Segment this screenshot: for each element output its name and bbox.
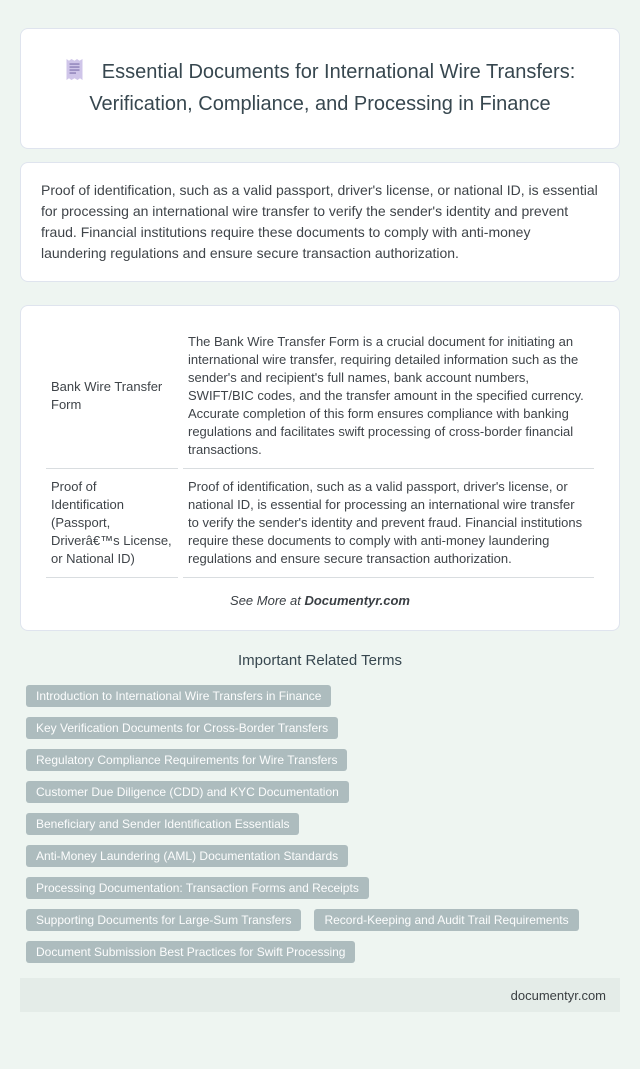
related-terms-list bbox=[26, 685, 614, 963]
term-cell: Bank Wire Transfer Form bbox=[46, 324, 178, 469]
table-row bbox=[46, 324, 594, 469]
summary-text: Proof of identification, such as a valid passport, driver's license, or national ID, is essential for processing an international wire transfer to verify the sender's identity and prevent fraud. Financial institutions require these documents to comply with anti-money laundering regulations and ensure secure transaction authorization. bbox=[41, 182, 598, 261]
page-title bbox=[43, 58, 597, 119]
footer-site-text: documentyr.com bbox=[510, 987, 606, 1003]
related-term-tag[interactable]: Anti-Money Laundering (AML) Documentation Standards bbox=[26, 845, 348, 867]
description-cell: The Bank Wire Transfer Form is a crucial document for initiating an international wire transfer, requiring detailed information such as the sender's and recipient's full names, bank account numbers, SWIFT/BIC codes, and the transfer amount in the specified currency. Accurate completion of this form ensures compliance with banking regulations and facilitates swift processing of cross-border financial transactions. bbox=[183, 324, 594, 469]
related-term-tag[interactable]: Supporting Documents for Large-Sum Transfers bbox=[26, 909, 301, 931]
related-term-tag[interactable]: Beneficiary and Sender Identification Essentials bbox=[26, 813, 299, 835]
related-term-tag[interactable]: Key Verification Documents for Cross-Border Transfers bbox=[26, 717, 338, 739]
see-more-prefix: See More at bbox=[230, 593, 305, 608]
documents-table-card bbox=[20, 305, 620, 631]
summary-card bbox=[20, 162, 620, 282]
see-more-brand: Documentyr.com bbox=[304, 593, 410, 608]
term-cell: Proof of Identification (Passport, Driverâ€™s License, or National ID) bbox=[46, 469, 178, 578]
related-term-tag[interactable]: Record-Keeping and Audit Trail Requirements bbox=[314, 909, 578, 931]
receipt-icon bbox=[65, 58, 84, 90]
related-term-tag[interactable]: Regulatory Compliance Requirements for Wire Transfers bbox=[26, 749, 347, 771]
related-term-tag[interactable]: Document Submission Best Practices for Swift Processing bbox=[26, 941, 355, 963]
see-more-line bbox=[41, 593, 599, 614]
table-row bbox=[46, 469, 594, 578]
title-card bbox=[20, 28, 620, 149]
footer-bar bbox=[20, 978, 620, 1012]
page-title-text: Essential Documents for International Wire Transfers: Verification, Compliance, and Processing in Finance bbox=[89, 61, 576, 115]
related-terms-heading: Important Related Terms bbox=[238, 652, 402, 669]
documents-table bbox=[41, 324, 599, 578]
related-term-tag[interactable]: Introduction to International Wire Transfers in Finance bbox=[26, 685, 331, 707]
related-term-tag[interactable]: Customer Due Diligence (CDD) and KYC Documentation bbox=[26, 781, 349, 803]
description-cell: Proof of identification, such as a valid passport, driver's license, or national ID, is essential for processing an international wire transfer to verify the sender's identity and prevent fraud. Financial institutions require these documents to comply with anti-money laundering regulations and ensure secure transaction authorization. bbox=[183, 469, 594, 578]
related-term-tag[interactable]: Processing Documentation: Transaction Forms and Receipts bbox=[26, 877, 369, 899]
